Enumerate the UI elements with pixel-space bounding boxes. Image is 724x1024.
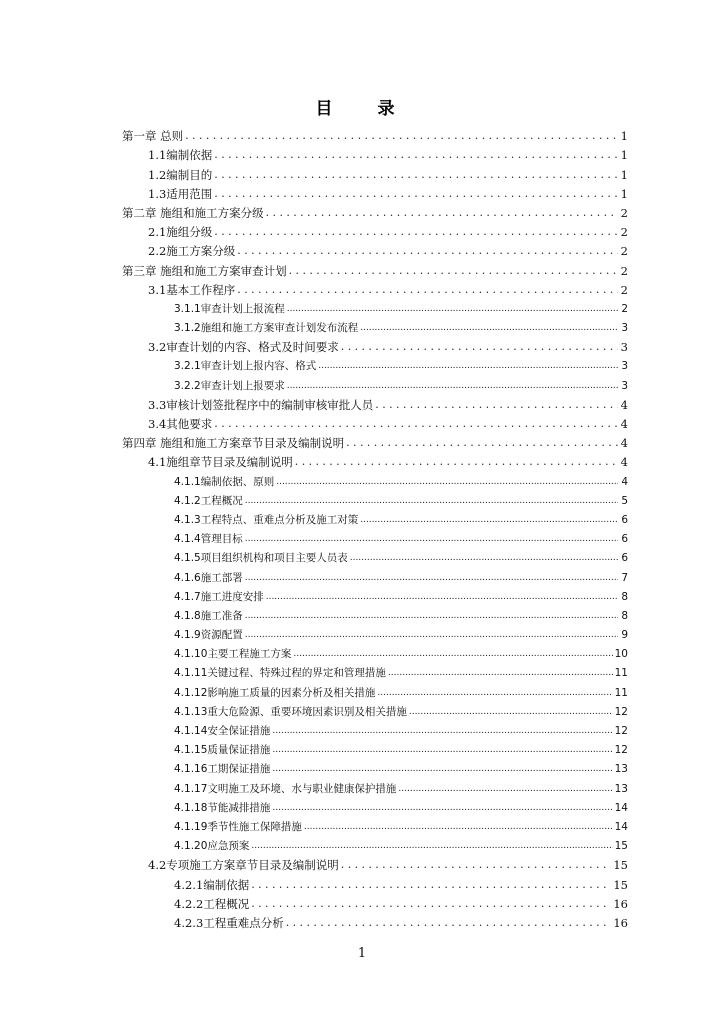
toc-entry-leader bbox=[388, 666, 613, 680]
toc-entry-label: 3.3审核计划签批程序中的编制审核审批人员 bbox=[148, 397, 374, 412]
toc-entry[interactable] bbox=[122, 661, 628, 680]
toc-entry-leader bbox=[318, 359, 618, 373]
toc-entry-label: 3.1.2施组和施工方案审查计划发布流程 bbox=[174, 322, 359, 335]
toc-entry-label: 1.1编制依据 bbox=[148, 148, 213, 163]
toc-entry-page: 12 bbox=[614, 725, 628, 737]
toc-entry-leader bbox=[360, 513, 618, 527]
toc-entry-page: 8 bbox=[621, 590, 628, 603]
toc-entry[interactable] bbox=[122, 431, 628, 450]
toc-entry-leader bbox=[251, 839, 612, 853]
toc-entry-page: 3 bbox=[621, 322, 628, 335]
toc-entry-leader bbox=[350, 551, 618, 565]
toc-entry-leader bbox=[304, 820, 613, 834]
toc-entry-leader bbox=[214, 417, 618, 431]
toc-entry-page: 2 bbox=[620, 205, 628, 220]
toc-entry-label: 1.3适用范围 bbox=[148, 186, 213, 201]
toc-entry[interactable] bbox=[122, 143, 628, 162]
toc-entry-page: 2 bbox=[621, 302, 628, 315]
toc-entry-label: 第三章 施组和施工方案审查计划 bbox=[122, 263, 287, 278]
toc-entry-page: 9 bbox=[621, 629, 628, 642]
toc-entry[interactable] bbox=[122, 642, 628, 661]
page-number: 1 bbox=[357, 946, 367, 961]
toc-entry[interactable] bbox=[122, 450, 628, 469]
toc-entry-label: 4.1.16工期保证措施 bbox=[174, 763, 271, 776]
toc-entry-page: 3 bbox=[620, 340, 628, 355]
toc-entry-page: 2 bbox=[620, 263, 628, 278]
toc-entry-label: 4.1.11关键过程、特殊过程的界定和管理措施 bbox=[174, 667, 386, 680]
toc-entry-leader bbox=[375, 398, 618, 412]
toc-entry[interactable] bbox=[122, 297, 628, 316]
toc-entry[interactable] bbox=[122, 738, 628, 757]
toc-entry-page: 15 bbox=[613, 858, 628, 873]
toc-entry-label: 4.2.1编制依据 bbox=[174, 877, 250, 892]
toc-entry-label: 4.1.13重大危险源、重要环境因素识别及相关措施 bbox=[174, 705, 407, 718]
toc-entry[interactable] bbox=[122, 911, 628, 930]
toc-entry-leader bbox=[295, 455, 618, 469]
toc-entry-page: 6 bbox=[621, 533, 628, 546]
toc-entry[interactable] bbox=[122, 220, 628, 239]
toc-entry[interactable] bbox=[122, 278, 628, 297]
toc-entry-leader bbox=[360, 321, 618, 335]
toc-entry-leader bbox=[287, 379, 618, 393]
toc-entry-label: 4.1施组章节目录及编制说明 bbox=[148, 455, 293, 470]
toc-entry-label: 3.1基本工作程序 bbox=[148, 282, 236, 297]
toc-entry[interactable] bbox=[122, 604, 628, 623]
toc-entry[interactable] bbox=[122, 565, 628, 584]
toc-entry-page: 4 bbox=[620, 417, 628, 431]
toc-entry[interactable] bbox=[122, 546, 628, 565]
toc-entry-leader bbox=[272, 724, 612, 738]
toc-entry-leader bbox=[245, 494, 618, 508]
toc-entry-page: 5 bbox=[621, 494, 628, 507]
toc-entry-leader bbox=[272, 801, 612, 815]
toc-entry-label: 4.1.1编制依据、原则 bbox=[174, 475, 275, 488]
toc-entry-label: 4.1.8施工准备 bbox=[174, 609, 243, 622]
toc-entry-label: 4.1.9资源配置 bbox=[174, 629, 243, 642]
toc-entry-page: 12 bbox=[614, 744, 628, 757]
table-of-contents bbox=[122, 124, 628, 930]
toc-entry-page: 1 bbox=[620, 148, 628, 163]
toc-entry-label: 第一章 总则 bbox=[122, 129, 184, 144]
toc-entry-label: 3.2.1审查计划上报内容、格式 bbox=[174, 360, 317, 373]
toc-entry[interactable] bbox=[122, 489, 628, 508]
toc-entry[interactable] bbox=[122, 623, 628, 642]
toc-entry-leader bbox=[377, 686, 612, 700]
toc-entry-label: 4.1.6施工部署 bbox=[174, 571, 243, 584]
toc-entry[interactable] bbox=[122, 508, 628, 527]
toc-entry-leader bbox=[346, 436, 618, 450]
toc-entry[interactable] bbox=[122, 719, 628, 738]
toc-entry[interactable] bbox=[122, 757, 628, 776]
toc-entry-label: 4.2.2工程概况 bbox=[174, 896, 250, 911]
toc-entry-label: 4.1.7施工进度安排 bbox=[174, 590, 264, 603]
toc-entry-label: 4.2专项施工方案章节目录及编制说明 bbox=[148, 858, 339, 873]
toc-entry-leader bbox=[237, 283, 618, 297]
toc-entry-leader bbox=[251, 897, 611, 911]
toc-entry-page: 1 bbox=[620, 186, 628, 201]
toc-entry[interactable] bbox=[122, 162, 628, 181]
toc-entry[interactable] bbox=[122, 796, 628, 815]
toc-entry-leader bbox=[272, 762, 612, 776]
toc-entry[interactable] bbox=[122, 892, 628, 911]
toc-entry-leader bbox=[185, 129, 618, 143]
toc-entry-label: 3.2.2审查计划上报要求 bbox=[174, 379, 285, 392]
toc-entry-page: 7 bbox=[621, 571, 628, 584]
toc-entry-page: 3 bbox=[621, 379, 628, 392]
toc-entry-page: 1 bbox=[620, 129, 628, 144]
toc-entry-leader bbox=[251, 878, 611, 892]
toc-entry-page: 6 bbox=[621, 513, 628, 526]
toc-entry-leader bbox=[341, 858, 612, 872]
toc-entry-page: 2 bbox=[620, 225, 628, 240]
toc-entry-leader bbox=[214, 225, 618, 239]
toc-entry-leader bbox=[245, 571, 618, 585]
toc-entry-page: 2 bbox=[620, 244, 628, 259]
toc-entry-label: 4.1.3工程特点、重难点分析及施工对策 bbox=[174, 513, 359, 526]
toc-entry-leader bbox=[409, 705, 613, 719]
toc-entry[interactable] bbox=[122, 412, 628, 431]
toc-entry-label: 4.1.4管理目标 bbox=[174, 533, 243, 546]
toc-entry-page: 11 bbox=[614, 667, 628, 680]
toc-entry-label: 4.1.15质量保证措施 bbox=[174, 744, 271, 757]
toc-entry[interactable] bbox=[122, 853, 628, 872]
toc-entry-label: 4.1.17文明施工及环境、水与职业健康保护措施 bbox=[174, 782, 397, 795]
toc-entry-label: 4.1.18节能减排措施 bbox=[174, 801, 271, 814]
toc-entry-label: 4.1.20应急预案 bbox=[174, 840, 250, 853]
toc-entry-leader bbox=[245, 609, 618, 623]
toc-entry-page: 2 bbox=[620, 282, 628, 297]
toc-entry[interactable] bbox=[122, 182, 628, 201]
toc-entry-page: 4 bbox=[621, 475, 628, 488]
toc-title: 目 录 bbox=[315, 99, 409, 119]
toc-entry-page: 13 bbox=[614, 763, 628, 776]
toc-entry-page: 10 bbox=[614, 648, 628, 661]
toc-entry-leader bbox=[237, 244, 618, 258]
toc-entry[interactable] bbox=[122, 239, 628, 258]
toc-entry-page: 16 bbox=[613, 896, 628, 911]
toc-entry[interactable] bbox=[122, 776, 628, 795]
toc-entry[interactable] bbox=[122, 354, 628, 373]
toc-entry-label: 2.1施组分级 bbox=[148, 225, 213, 240]
toc-entry-leader bbox=[286, 916, 612, 930]
toc-entry-label: 第二章 施组和施工方案分级 bbox=[122, 205, 264, 220]
toc-entry-leader bbox=[266, 590, 618, 604]
toc-entry-leader bbox=[214, 148, 618, 162]
toc-entry-page: 14 bbox=[614, 801, 628, 814]
toc-entry[interactable] bbox=[122, 335, 628, 354]
toc-entry[interactable] bbox=[122, 527, 628, 546]
toc-entry-page: 4 bbox=[620, 455, 628, 470]
toc-entry[interactable] bbox=[122, 469, 628, 488]
toc-entry-leader bbox=[272, 743, 612, 757]
toc-entry-page: 15 bbox=[614, 840, 628, 853]
toc-entry-label: 4.1.5项目组织机构和项目主要人员表 bbox=[174, 552, 348, 565]
toc-entry-leader bbox=[245, 532, 618, 546]
toc-entry-label: 4.1.12影响施工质量的因素分析及相关措施 bbox=[174, 686, 376, 699]
toc-entry-label: 4.1.2工程概况 bbox=[174, 494, 243, 507]
toc-entry-label: 4.1.14安全保证措施 bbox=[174, 725, 271, 737]
toc-entry-leader bbox=[398, 782, 612, 796]
toc-entry-page: 4 bbox=[620, 436, 628, 451]
toc-entry-label: 3.2审查计划的内容、格式及时间要求 bbox=[148, 340, 339, 355]
toc-entry-leader bbox=[293, 647, 612, 661]
toc-entry-page: 16 bbox=[613, 915, 628, 930]
toc-entry-label: 第四章 施组和施工方案章节目录及编制说明 bbox=[122, 436, 345, 451]
toc-entry[interactable] bbox=[122, 815, 628, 834]
toc-entry[interactable] bbox=[122, 585, 628, 604]
toc-entry-page: 12 bbox=[614, 705, 628, 718]
toc-entry[interactable] bbox=[122, 201, 628, 220]
toc-entry-page: 3 bbox=[621, 360, 628, 373]
toc-entry-page: 15 bbox=[613, 877, 628, 892]
toc-entry[interactable] bbox=[122, 680, 628, 699]
toc-entry-leader bbox=[289, 264, 618, 278]
toc-entry-page: 13 bbox=[614, 782, 628, 795]
toc-entry-leader bbox=[214, 168, 618, 182]
toc-entry[interactable] bbox=[122, 834, 628, 853]
toc-entry-label: 1.2编制目的 bbox=[148, 167, 213, 182]
toc-entry[interactable] bbox=[122, 258, 628, 277]
toc-entry-label: 2.2施工方案分级 bbox=[148, 244, 236, 259]
toc-entry[interactable] bbox=[122, 872, 628, 891]
toc-entry[interactable] bbox=[122, 316, 628, 335]
toc-entry-label: 3.1.1审查计划上报流程 bbox=[174, 302, 285, 315]
toc-entry-leader bbox=[287, 302, 618, 316]
toc-entry-page: 14 bbox=[614, 820, 628, 833]
toc-entry-page: 11 bbox=[614, 686, 628, 699]
toc-entry[interactable] bbox=[122, 124, 628, 143]
toc-entry-page: 6 bbox=[621, 552, 628, 565]
toc-entry-leader bbox=[276, 475, 618, 489]
toc-entry-leader bbox=[214, 187, 618, 201]
toc-entry-leader bbox=[341, 340, 618, 354]
toc-entry-page: 4 bbox=[620, 397, 628, 412]
toc-entry-label: 4.1.10主要工程施工方案 bbox=[174, 648, 292, 661]
toc-entry-label: 4.1.19季节性施工保障措施 bbox=[174, 820, 302, 833]
toc-entry-page: 1 bbox=[620, 167, 628, 182]
toc-entry[interactable] bbox=[122, 700, 628, 719]
toc-entry-label: 4.2.3工程重难点分析 bbox=[174, 915, 284, 930]
toc-entry-page: 8 bbox=[621, 609, 628, 622]
toc-entry-leader bbox=[245, 628, 618, 642]
toc-entry-leader bbox=[266, 206, 618, 220]
toc-entry[interactable] bbox=[122, 373, 628, 392]
toc-entry[interactable] bbox=[122, 393, 628, 412]
toc-entry-label: 3.4其他要求 bbox=[148, 417, 213, 431]
